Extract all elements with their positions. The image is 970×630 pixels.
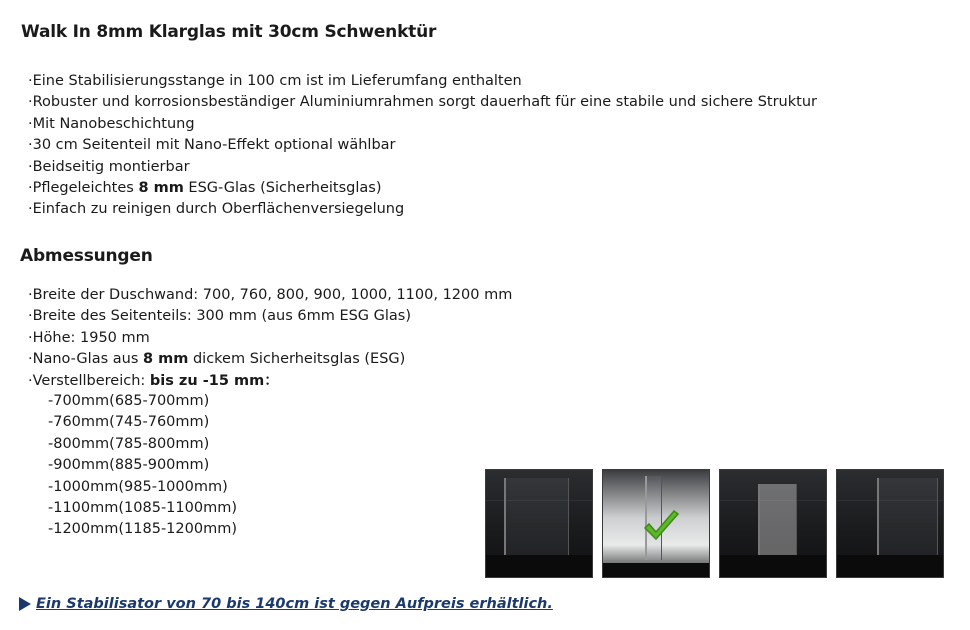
stabilizer-offer-link[interactable] [19,596,553,612]
list-item: -1100mm(1085-1100mm) [48,500,237,517]
dimension-text: ： [264,372,279,389]
list-item: -800mm(785-800mm) [48,435,210,452]
feature-text: Beidseitig montierbar [32,158,190,175]
list-item [28,306,512,327]
list-item [28,349,512,370]
variant-thumbnail-1[interactable] [485,469,593,578]
variant-thumbnail-2-selected[interactable] [602,469,710,578]
list-item [28,71,817,92]
dimension-text: Nano-Glas aus [32,351,143,368]
triangle-right-icon [19,597,31,611]
product-title: Walk In 8mm Klarglas mit 30cm Schwenktür [21,22,437,42]
checkmark-icon [641,506,681,546]
variant-thumbnails [485,469,945,578]
feature-text: Einfach zu reinigen durch Oberflächenversiegelung [32,201,405,218]
list-item [28,199,817,220]
feature-text: Pflegeleichtes [32,180,139,197]
feature-text: ESG-Glas (Sicherheitsglas) [183,180,382,197]
list-item [28,135,817,156]
dimension-bold: bis zu -15 mm [149,372,265,389]
feature-text: Mit Nanobeschichtung [32,115,195,132]
variant-thumbnail-3[interactable] [719,469,827,578]
list-item [28,285,512,306]
list-item: -900mm(885-900mm) [48,457,210,474]
list-item [28,92,817,113]
variant-thumbnail-4[interactable] [836,469,944,578]
dimension-text: Breite des Seitenteils: 300 mm (aus 6mm ESG Glas) [32,308,412,325]
list-item [28,114,817,135]
list-item [28,157,817,178]
dimension-text: Verstellbereich: [32,372,150,389]
stabilizer-offer-text[interactable]: Ein Stabilisator von 70 bis 140cm ist gegen Aufpreis erhältlich. [36,596,553,612]
feature-list [28,71,817,221]
list-item [28,178,817,199]
list-item [28,328,512,349]
dimension-text: Höhe: 1950 mm [32,329,150,346]
list-item: -700mm(685-700mm) [48,393,210,409]
list-item [28,371,512,392]
adjustment-range-list [48,391,237,541]
feature-bold: 8 mm [138,180,184,197]
list-item: -1200mm(1185-1200mm) [48,521,237,538]
dimension-text: Breite der Duschwand: 700, 760, 800, 900, 1000, 1100, 1200 mm [32,287,513,303]
dimension-list [28,285,512,392]
dimension-text: dickem Sicherheitsglas (ESG) [188,351,406,368]
feature-text: Eine Stabilisierungsstange in 100 cm ist im Lieferumfang enthalten [32,73,522,89]
feature-text: Robuster und korrosionsbeständiger Aluminiumrahmen sorgt dauerhaft für eine stabile und sichere Struktur [32,94,817,111]
section-heading: Abmessungen [20,246,153,266]
list-item: -1000mm(985-1000mm) [48,478,228,495]
feature-text: 30 cm Seitenteil mit Nano-Effekt optional wählbar [32,137,396,154]
dimension-bold: 8 mm [143,351,189,368]
list-item: -760mm(745-760mm) [48,414,210,431]
